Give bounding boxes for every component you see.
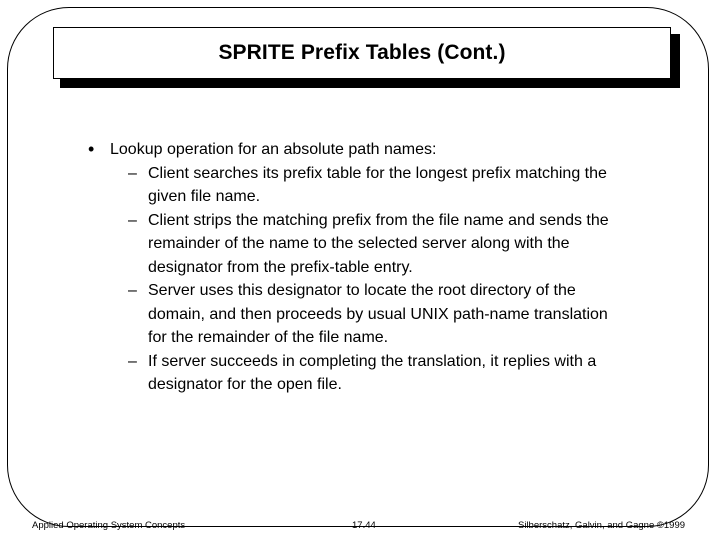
slide-content [88, 138, 628, 397]
dash-icon: – [128, 282, 137, 299]
dash-icon: – [128, 352, 137, 370]
dash-icon: – [128, 211, 137, 229]
sub-bullet-text: Client strips the matching prefix from the file name and sends the remainder of the name to the selected server along with the designator from the prefix-table entry. [148, 211, 609, 276]
bullet-icon: • [88, 139, 95, 159]
sub-bullet [88, 279, 628, 350]
title-box [53, 27, 671, 79]
dash-icon: – [128, 164, 137, 182]
sub-bullet [88, 162, 628, 209]
sub-bullet [88, 350, 628, 397]
main-bullet [88, 138, 628, 162]
footer-book-title: Applied Operating System Concepts [32, 520, 186, 531]
sub-bullet [88, 209, 628, 280]
footer-copyright: Silberschatz, Galvin, and Gagne ©1999 [518, 520, 686, 531]
sub-bullet-text: Client searches its prefix table for the longest prefix matching the given file name. [148, 164, 607, 205]
main-bullet-text: Lookup operation for an absolute path names: [110, 141, 437, 158]
slide-title: SPRITE Prefix Tables (Cont.) [218, 41, 506, 64]
sub-bullet-text: If server succeeds in completing the translation, it replies with a designator for the open file. [148, 352, 597, 393]
sub-bullet-list [88, 162, 628, 397]
footer-page-number: 17.44 [352, 520, 376, 531]
sub-bullet-text: Server uses this designator to locate the root directory of the domain, and then proceeds by usual UNIX path-name translation for the remainder of the file name. [148, 282, 608, 346]
